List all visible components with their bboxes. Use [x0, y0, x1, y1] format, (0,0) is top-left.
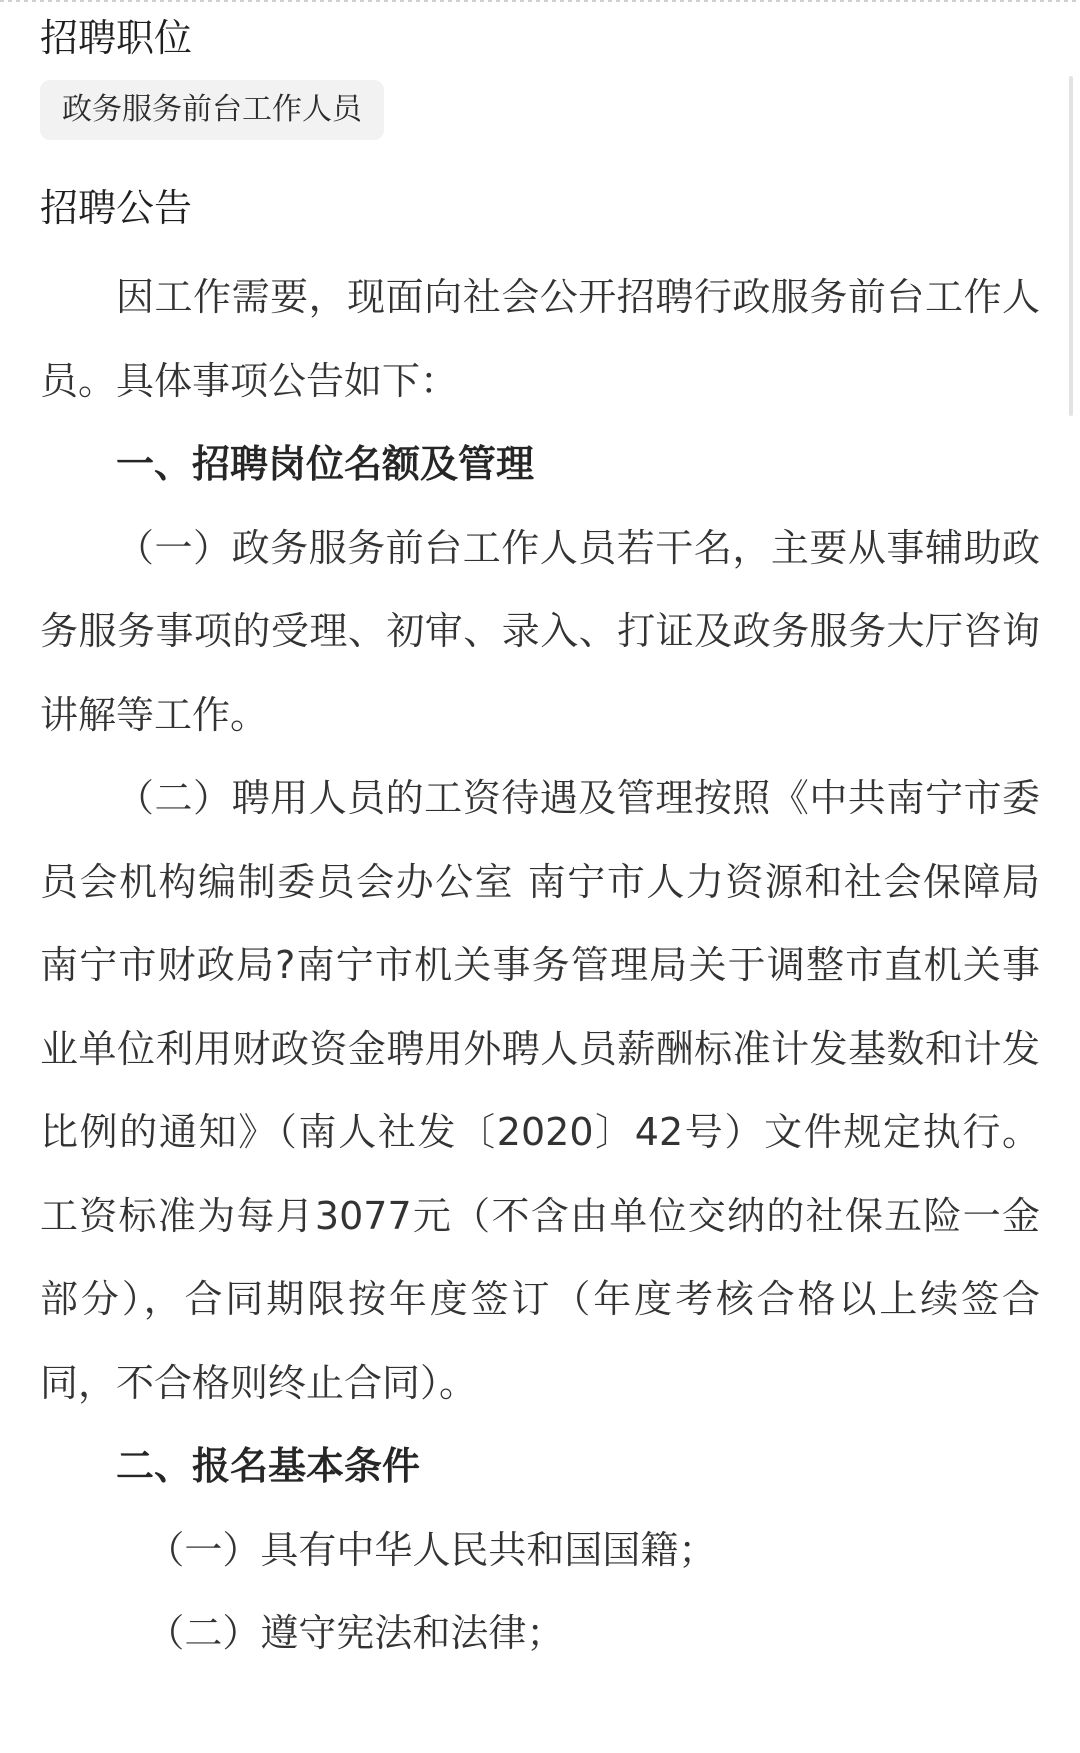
notice-item-requirements-2: （二）遵守宪法和法律； — [146, 1611, 565, 1655]
notice-heading-requirements: 二、报名基本条件 — [116, 1444, 421, 1488]
notice-heading-positions: 一、招聘岗位名额及管理 — [116, 442, 535, 486]
notice-item-requirements-1: （一）具有中华人民共和国国籍； — [146, 1527, 717, 1572]
notice-item-positions-2: （二）聘用人员的工资待遇及管理按照《中共南宁市委员会机构编制委员会办公室 南宁市人力资源和社会保障局 南宁市财政局?南宁市机关事务管理局关于调整市直机关事业单位利用财政资金聘用外聘人员薪酬标准计发基数和计发比例的通知》（南人社发〔2020〕42号）文件规定执行。工资标准为每月3077元（不含由单位交纳的社保五险一金部分），合同期限按年度签订（年度考核合格以上续签合同，不合格则终止合同）。 — [40, 776, 1040, 1405]
position-section-title: 招聘职位 — [40, 16, 193, 60]
top-divider — [0, 0, 1080, 2]
notice-body — [40, 256, 1040, 1676]
notice-item-positions-1: （一）政务服务前台工作人员若干名，主要从事辅助政务服务事项的受理、初审、录入、打证及政务服务大厅咨询讲解等工作。 — [40, 525, 1040, 737]
scrollbar[interactable] — [1069, 76, 1073, 416]
notice-section-title: 招聘公告 — [40, 186, 193, 230]
notice-intro-paragraph: 因工作需要，现面向社会公开招聘行政服务前台工作人员。具体事项公告如下： — [40, 275, 1040, 403]
position-tag[interactable]: 政务服务前台工作人员 — [40, 80, 384, 140]
